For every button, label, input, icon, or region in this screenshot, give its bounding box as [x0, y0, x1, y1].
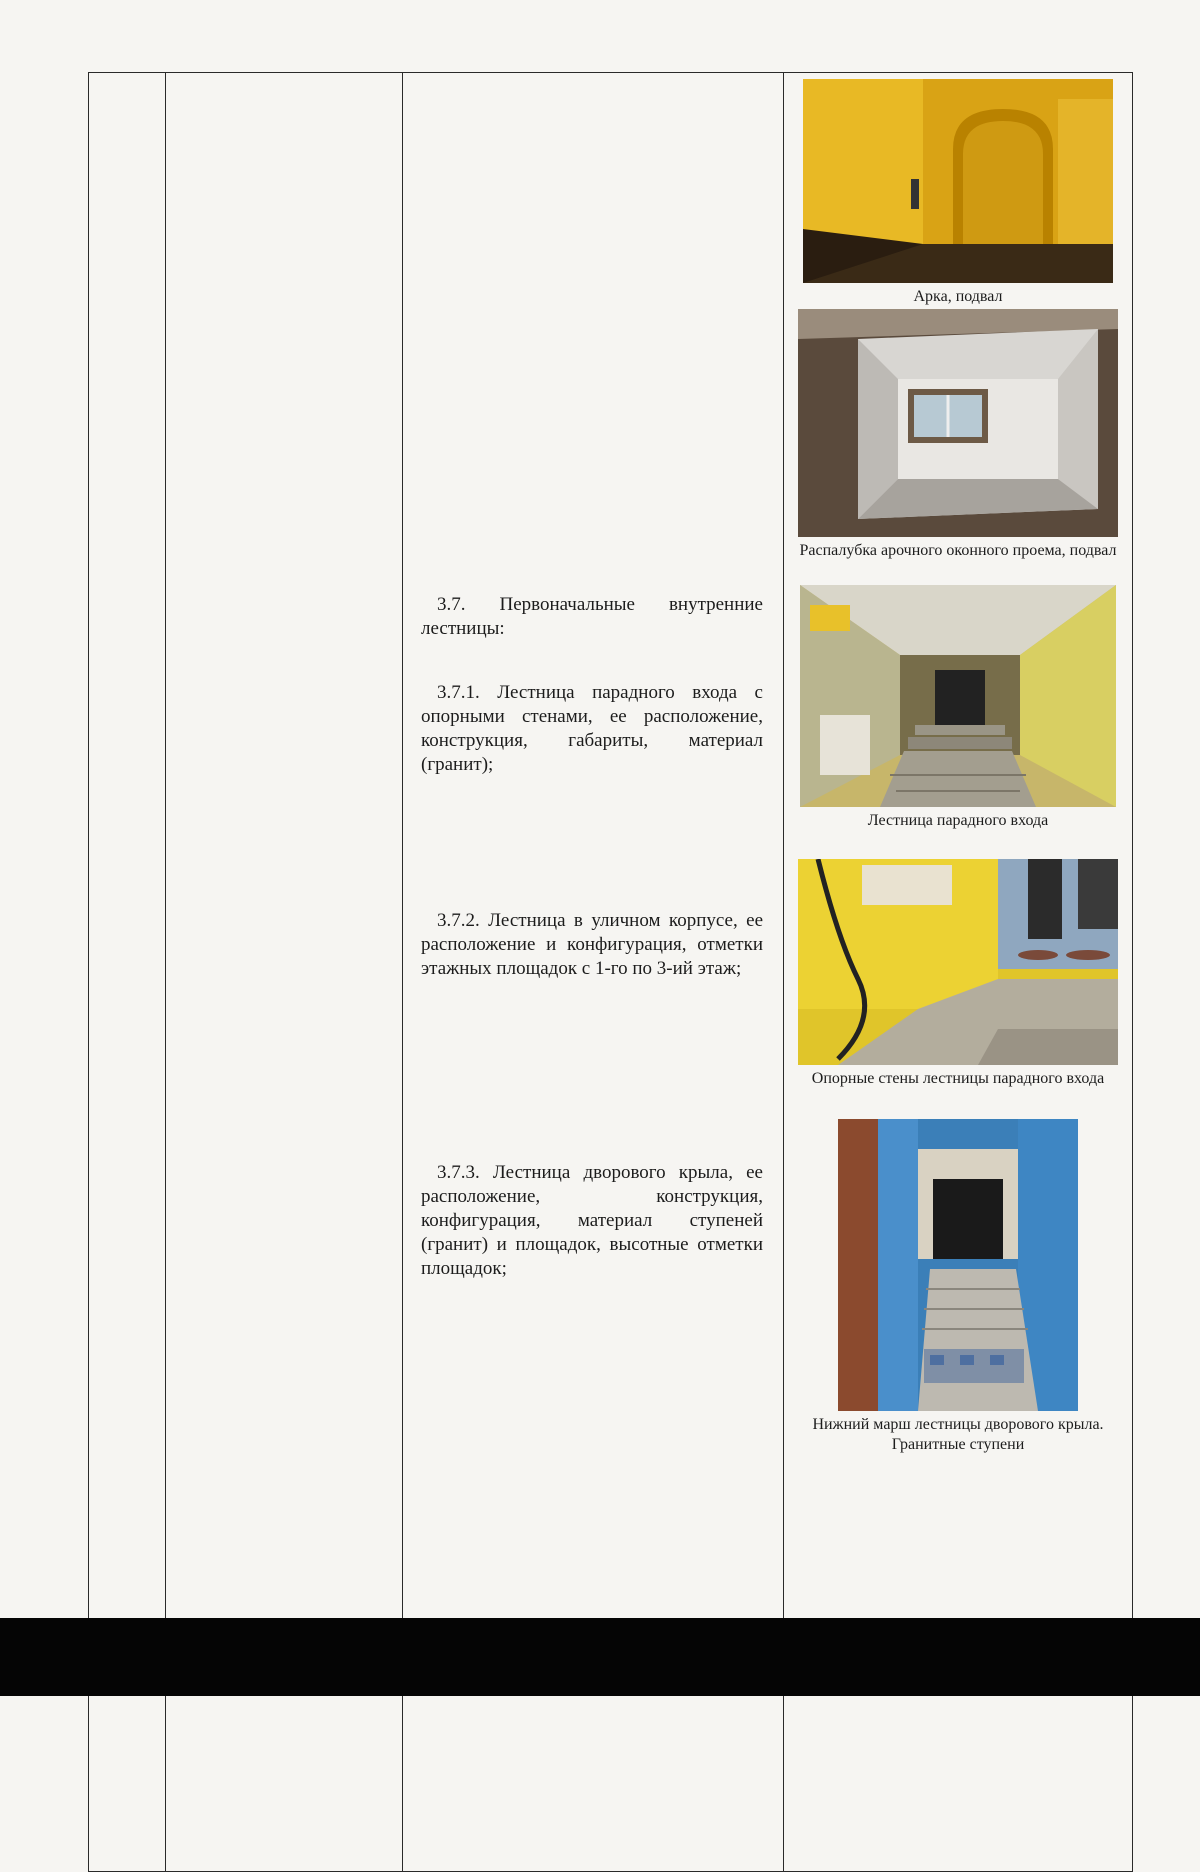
- table-column-description: [403, 73, 784, 1872]
- table-column-name: [166, 73, 403, 1872]
- scan-bottom-edge: [0, 1618, 1200, 1696]
- photo-caption: Арка, подвал: [913, 288, 1003, 305]
- photo-block-walls: [784, 859, 1132, 1089]
- photo-caption: Опорные стены лестницы парадного входа: [811, 1070, 1105, 1087]
- table-column-number: [89, 73, 166, 1872]
- photo-caption: Распалубка арочного оконного проема, подвал: [799, 542, 1117, 559]
- photo-caption: Нижний марш лестницы дворового крыла. Гранитные ступени: [812, 1416, 1104, 1453]
- photo-courtyard-stairs: [838, 1119, 1078, 1411]
- section-item-3-7-1: 3.7.1. Лестница парадного входа с опорными стенами, ее расположение, конструкция, габариты, материал (гранит);: [421, 682, 763, 775]
- photo-block-arch: [784, 79, 1132, 307]
- photo-block-courtyard-stairs: [784, 1119, 1132, 1455]
- photo-walls: [798, 859, 1118, 1065]
- table-column-photos: [784, 73, 1133, 1872]
- photo-caption: Лестница парадного входа: [867, 812, 1049, 829]
- section-item-3-7-3: 3.7.3. Лестница дворового крыла, ее расположение, конструкция, конфигурация, материал ступеней (гранит) и площадок, высотные отметки площадок;: [421, 1162, 763, 1279]
- photo-arch: [803, 79, 1113, 283]
- document-table: [88, 72, 1133, 1872]
- photo-front-stairs: [800, 585, 1116, 807]
- section-heading: 3.7. Первоначальные внутренние лестницы:: [421, 594, 763, 639]
- photo-window: [798, 309, 1118, 537]
- section-item-3-7-2: 3.7.2. Лестница в уличном корпусе, ее расположение и конфигурация, отметки этажных площадок с 1-го по 3-ий этаж;: [421, 910, 763, 979]
- photo-block-front-stairs: [784, 585, 1132, 831]
- photo-block-window: [784, 309, 1132, 561]
